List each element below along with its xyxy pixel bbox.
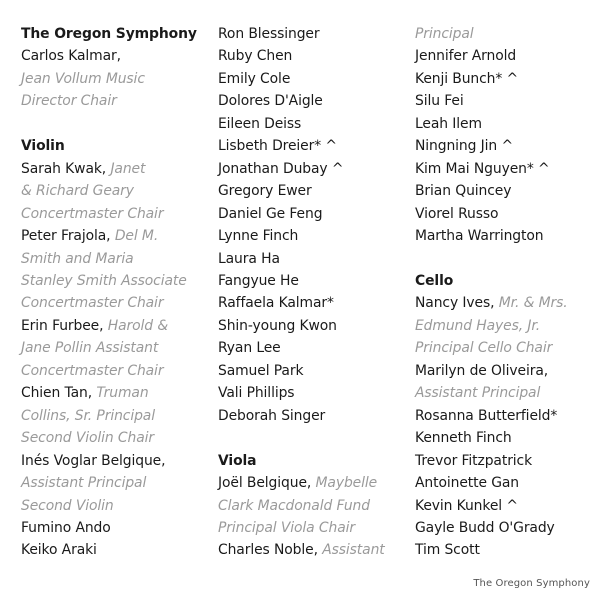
chair-title: & Richard Geary [21, 183, 134, 200]
musician-name: Ruby Chen [218, 48, 293, 65]
chair-title: Principal Cello Chair [415, 340, 553, 357]
musician-name: Marilyn de Oliveira, [415, 362, 549, 379]
chair-title: Jean Vollum Music [21, 70, 145, 87]
musician-name: Silu Fei [415, 93, 464, 110]
musician-name: Carlos Kalmar, [21, 48, 121, 65]
musician-name: Ryan Lee [218, 340, 281, 357]
musician-name: Kevin Kunkel ^ [415, 497, 518, 514]
musician-name: Daniel Ge Feng [218, 205, 323, 222]
chair-title: Janet [110, 160, 146, 177]
musician-name: Inés Voglar Belgique, [21, 452, 166, 469]
musician-name: Shin-young Kwon [218, 317, 337, 334]
musician-name: Ron Blessinger [218, 26, 320, 42]
musician-name: Kenji Bunch* ^ [415, 70, 519, 87]
chair-title: Jane Pollin Assistant [21, 340, 159, 357]
chair-title: Concertmaster Chair [21, 205, 164, 222]
musician-name: Kenneth Finch [415, 430, 512, 447]
chair-title: Concertmaster Chair [21, 362, 164, 379]
musician-name: Deborah Singer [218, 407, 326, 424]
musician-name: Keiko Araki [21, 542, 97, 559]
chair-title: Director Chair [21, 93, 117, 110]
musician-name: Emily Cole [218, 70, 291, 87]
spacer [21, 113, 213, 135]
column-2 [218, 23, 410, 562]
musician-name: Kim Mai Nguyen* ^ [415, 160, 550, 177]
chair-title: Truman [96, 385, 149, 402]
chair-title: Edmund Hayes, Jr. [415, 317, 541, 334]
section-heading-viola: Viola [218, 452, 257, 469]
chair-title: Smith and Maria [21, 250, 134, 267]
chair-title: Stanley Smith Associate [21, 272, 187, 289]
musician-name: Fumino Ando [21, 519, 111, 536]
spacer [415, 248, 595, 270]
roster-line [21, 382, 213, 404]
spacer [218, 427, 410, 449]
musician-name: Ningning Jin ^ [415, 138, 513, 155]
musician-name: Antoinette Gan [415, 475, 519, 492]
roster-line [415, 292, 595, 314]
musician-name: Erin Furbee, [21, 317, 108, 334]
musician-name: Charles Noble, [218, 542, 323, 559]
chair-title: Collins, Sr. Principal [21, 407, 155, 424]
chair-title: Second Violin Chair [21, 430, 155, 447]
roster-line [21, 315, 213, 337]
chair-title: Assistant Principal [21, 475, 147, 492]
musician-name: Brian Quincey [415, 183, 512, 200]
musician-name: Leah Ilem [415, 115, 482, 132]
chair-title: Harold & [107, 317, 169, 334]
chair-title: Assistant [322, 542, 385, 559]
musician-name: Dolores D'Aigle [218, 93, 323, 110]
musician-name: Martha Warrington [415, 228, 544, 245]
musician-name: Fangyue He [218, 272, 299, 289]
musician-name: Raffaela Kalmar* [218, 295, 334, 312]
chair-title: Second Violin [21, 497, 114, 514]
musician-name: Trevor Fitzpatrick [415, 452, 533, 469]
musician-name: Joël Belgique, [218, 475, 316, 492]
chair-title: Concertmaster Chair [21, 295, 164, 312]
roster-line [218, 472, 410, 494]
chair-title: Principal Viola Chair [218, 519, 355, 536]
musician-name: Tim Scott [415, 542, 480, 559]
footer-credit: The Oregon Symphony [473, 578, 590, 589]
chair-title: Principal [415, 26, 474, 42]
roster-line [218, 539, 410, 561]
chair-title: Mr. & Mrs. [498, 295, 568, 312]
musician-name: Chien Tan, [21, 385, 97, 402]
musician-name: Lisbeth Dreier* ^ [218, 138, 337, 155]
chair-title: Assistant Principal [415, 385, 541, 402]
musician-name: Viorel Russo [415, 205, 499, 222]
musician-name: Rosanna Butterfield* [415, 407, 558, 424]
musician-name: Jennifer Arnold [415, 48, 517, 65]
musician-name: Laura Ha [218, 250, 280, 267]
roster-line [21, 225, 213, 247]
chair-title: Del M. [114, 228, 159, 245]
section-heading-cello: Cello [415, 272, 454, 289]
roster-line [21, 158, 213, 180]
musician-name: Eileen Deiss [218, 115, 302, 132]
chair-title: Clark Macdonald Fund [218, 497, 370, 514]
musician-name: Nancy Ives, [415, 295, 499, 312]
column-1 [21, 23, 213, 562]
chair-title: Maybelle [315, 475, 378, 492]
musician-name: Jonathan Dubay ^ [218, 160, 344, 177]
musician-name: Sarah Kwak, [21, 160, 111, 177]
column-3 [415, 23, 595, 562]
musician-name: Lynne Finch [218, 228, 299, 245]
section-heading-violin: Violin [21, 138, 65, 155]
musician-name: Gregory Ewer [218, 183, 312, 200]
musician-name: Vali Phillips [218, 385, 295, 402]
musician-name: Samuel Park [218, 362, 304, 379]
musician-name: Gayle Budd O'Grady [415, 519, 555, 536]
section-heading-the-oregon-symphony: The Oregon Symphony [21, 26, 197, 42]
musician-name: Peter Frajola, [21, 228, 115, 245]
